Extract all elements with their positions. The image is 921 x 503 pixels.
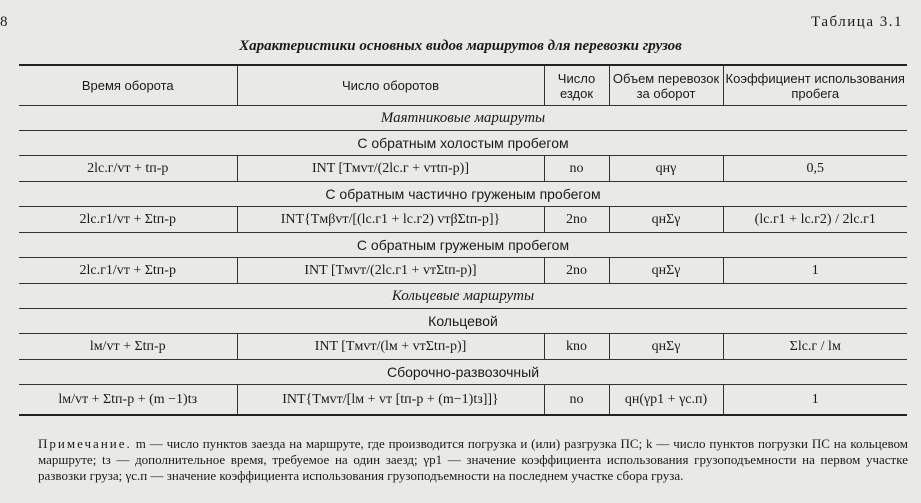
cell-volume: qнΣγ	[609, 334, 723, 360]
col-header-volume: Объем перевозок за оборот	[609, 65, 723, 106]
header-row	[19, 65, 907, 106]
col-header-turnover-count: Число оборотов	[237, 65, 544, 106]
cell-mileage-coefficient: 0,5	[723, 156, 907, 182]
cell-turnover-time: lм/vт + Σtп-р + (m −1)tз	[19, 385, 237, 416]
cell-trip-count: knо	[544, 334, 609, 360]
cell-trip-count: nо	[544, 385, 609, 416]
table-caption: Характеристики основных видов маршрутов для перевозки грузов	[239, 38, 682, 54]
cell-trip-count: nо	[544, 156, 609, 182]
cell-turnover-count: INT [Tмvт/(2lс.г1 + vтΣtп-р)]	[237, 258, 544, 284]
col-header-trip-count: Число ездок	[544, 65, 609, 106]
group-row	[19, 309, 907, 334]
note-text: m — число пунктов заезда на маршруте, где производится погрузка и (или) разгрузка ПС; k — число пунктов погрузки ПС на кольцевом маршруте; tз — дополнительное время, требуемое на один заезд; γр1 — значение коэффициента использования грузоподъемности на первом участке развозки груза; γс.п — значение коэффициента использования грузоподъемности на последнем участке сбора груза.	[38, 436, 908, 483]
table-row	[19, 334, 907, 360]
table-label: Таблица 3.1	[811, 14, 903, 30]
group-title: С обратным груженым пробегом	[19, 233, 907, 258]
section-row	[19, 284, 907, 309]
group-title: Сборочно-развозочный	[19, 360, 907, 385]
page-number: 8	[0, 14, 8, 30]
table-row	[19, 385, 907, 416]
group-row	[19, 131, 907, 156]
cell-turnover-time: 2lс.г/vт + tп-р	[19, 156, 237, 182]
cell-volume: qнγ	[609, 156, 723, 182]
cell-volume: qн(γр1 + γс.п)	[609, 385, 723, 416]
group-title: Кольцевой	[19, 309, 907, 334]
cell-turnover-count: INT{Tмvт/[lм + vт [tп-р + (m−1)tз]]}	[237, 385, 544, 416]
cell-turnover-count: INT [Tмvт/(2lс.г + vтtп-р)]	[237, 156, 544, 182]
table-row	[19, 207, 907, 233]
cell-turnover-time: 2lс.г1/vт + Σtп-р	[19, 258, 237, 284]
table-row	[19, 156, 907, 182]
cell-volume: qнΣγ	[609, 258, 723, 284]
section-title: Кольцевые маршруты	[19, 284, 907, 309]
group-row	[19, 233, 907, 258]
col-header-turnover-time: Время оборота	[19, 65, 237, 106]
cell-trip-count: 2nо	[544, 207, 609, 233]
section-title: Маятниковые маршруты	[19, 106, 907, 131]
cell-volume: qнΣγ	[609, 207, 723, 233]
cell-turnover-time: 2lс.г1/vт + Σtп-р	[19, 207, 237, 233]
cell-mileage-coefficient: Σlс.г / lм	[723, 334, 907, 360]
cell-mileage-coefficient: (lс.г1 + lс.г2) / 2lс.г1	[723, 207, 907, 233]
cell-mileage-coefficient: 1	[723, 258, 907, 284]
group-title: С обратным частично груженым пробегом	[19, 182, 907, 207]
group-title: С обратным холостым пробегом	[19, 131, 907, 156]
cell-mileage-coefficient: 1	[723, 385, 907, 416]
col-header-mileage-coefficient: Коэффициент использования пробега	[723, 65, 907, 106]
table-row	[19, 258, 907, 284]
cell-turnover-count: INT{Tмβvт/[(lс.г1 + lс.г2) vтβΣtп-р]}	[237, 207, 544, 233]
cell-turnover-time: lм/vт + Σtп-р	[19, 334, 237, 360]
cell-trip-count: 2nо	[544, 258, 609, 284]
group-row	[19, 360, 907, 385]
section-row	[19, 106, 907, 131]
group-row	[19, 182, 907, 207]
cell-turnover-count: INT [Tмvт/(lм + vтΣtп-р)]	[237, 334, 544, 360]
note-lead: Примечание.	[38, 436, 132, 451]
table-note	[38, 436, 908, 484]
routes-table	[19, 64, 907, 416]
